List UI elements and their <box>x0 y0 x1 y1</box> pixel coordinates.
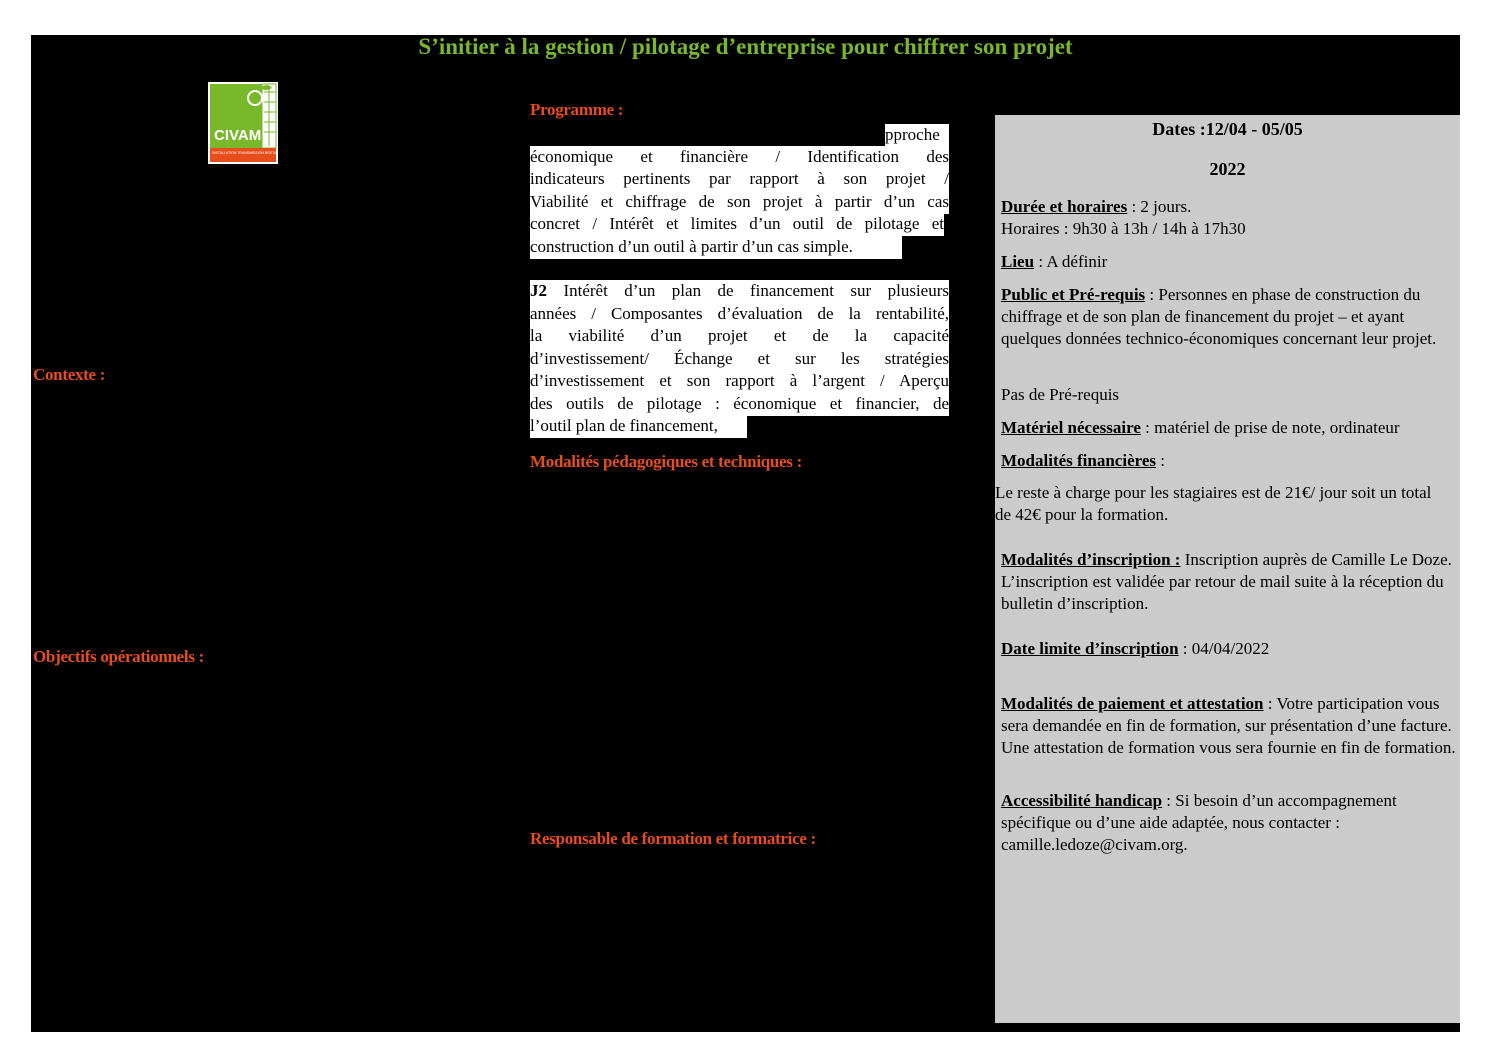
dates-line-2: 2022 <box>1209 159 1246 179</box>
prerequis-text: Pas de Pré-requis <box>1001 385 1120 404</box>
programme-j2-line-5: des outils de pilotage : économique et financier, de <box>530 393 949 416</box>
programme-j1-line-1: économique et financière / Identification des <box>530 146 949 169</box>
paiement-section: Modalités de paiement et attestation : Votre participation vous sera demandée en fin de formation, sur présentation d’une facture. Une attestation de formation vous sera fournie en fin de formation. <box>1001 694 1456 757</box>
programme-j2-line-6: l’outil plan de financement, <box>530 415 747 438</box>
programme-j2-line-1: années / Composantes d’évaluation de la rentabilité, <box>530 303 949 326</box>
lieu-section: Lieu : A définir <box>1001 252 1108 271</box>
heading-objectifs: Objectifs opérationnels : <box>33 647 204 666</box>
programme-j2-line-0: J2 Intérêt d’un plan de financement sur plusieurs <box>530 280 949 303</box>
financieres-label: Modalités financières <box>1001 451 1157 470</box>
programme-j1-line-0: pproche <box>885 124 949 147</box>
programme-j2-line-4: d’investissement et son rapport à l’argent / Aperçu <box>530 370 949 393</box>
heading-responsable: Responsable de formation et formatrice : <box>530 829 816 848</box>
duree-label: Durée et horaires <box>1001 197 1128 216</box>
programme-j2-label: J2 <box>530 281 547 300</box>
accessibilite-label: Accessibilité handicap <box>1001 791 1163 810</box>
dates-line-1: Dates :12/04 - 05/05 <box>1152 119 1303 139</box>
materiel-section: Matériel nécessaire : matériel de prise de note, ordinateur <box>1001 418 1400 437</box>
heading-programme: Programme : <box>530 100 624 119</box>
info-sidebar <box>995 115 1460 1023</box>
horaires-text: Horaires : 9h30 à 13h / 14h à 17h30 <box>1001 219 1246 238</box>
date-limite-label: Date limite d’inscription <box>1001 639 1179 658</box>
heading-modalites-pedagogiques: Modalités pédagogiques et techniques : <box>530 452 802 471</box>
programme-j1-line-5: construction d’un outil à partir d’un cas simple. <box>530 236 902 259</box>
programme-j2-line-3: d’investissement/ Échange et sur les stratégies <box>530 348 949 371</box>
materiel-label: Matériel nécessaire <box>1001 418 1141 437</box>
logo-subtext: INSTALLATION TRANSMISSION BRETAGNE <box>212 151 278 155</box>
heading-contexte: Contexte : <box>33 365 106 384</box>
financieres-section: Modalités financières : <box>1001 451 1166 470</box>
accessibilite-section: Accessibilité handicap : Si besoin d’un accompagnement spécifique ou d’une aide adaptée, nous contacter : camille.ledoze@civam.org. <box>1001 791 1397 854</box>
programme-j1-line-4: concret / Intérêt et limites d’un outil de pilotage et <box>530 213 944 236</box>
paiement-label: Modalités de paiement et attestation <box>1001 694 1264 713</box>
inscription-section: Modalités d’inscription : Inscription auprès de Camille Le Doze. L’inscription est validée par retour de mail suite à la réception du bulletin d’inscription. <box>1001 550 1452 613</box>
inscription-label: Modalités d’inscription : <box>1001 550 1181 569</box>
programme-j1-line-3: Viabilité et chiffrage de son projet à partir d’un cas <box>530 191 949 214</box>
reste-charge-text: Le reste à charge pour les stagiaires est de 21€/ jour soit un total de 42€ pour la formation. <box>995 483 1432 524</box>
page-title: S’initier à la gestion / pilotage d’entreprise pour chiffrer son projet <box>418 34 1073 59</box>
date-limite-section: Date limite d’inscription : 04/04/2022 <box>1001 639 1270 658</box>
programme-j1-line-2: indicateurs pertinents par rapport à son projet / <box>530 168 949 191</box>
public-section: Public et Pré-requis : Personnes en phase de construction du chiffrage et de son plan de financement du projet – et ayant quelques données technico-économiques concernant leur projet. <box>1001 285 1437 348</box>
logo-text: CIVAM <box>214 127 262 144</box>
duree-section: Durée et horaires : 2 jours. Horaires : 9h30 à 13h / 14h à 17h30 <box>1001 197 1246 238</box>
civam-logo <box>208 82 278 164</box>
public-label: Public et Pré-requis <box>1001 285 1146 304</box>
programme-j2-line-2: la viabilité d’un projet et de la capacité <box>530 325 949 348</box>
lieu-label: Lieu <box>1001 252 1035 271</box>
document-page <box>31 35 1460 1032</box>
